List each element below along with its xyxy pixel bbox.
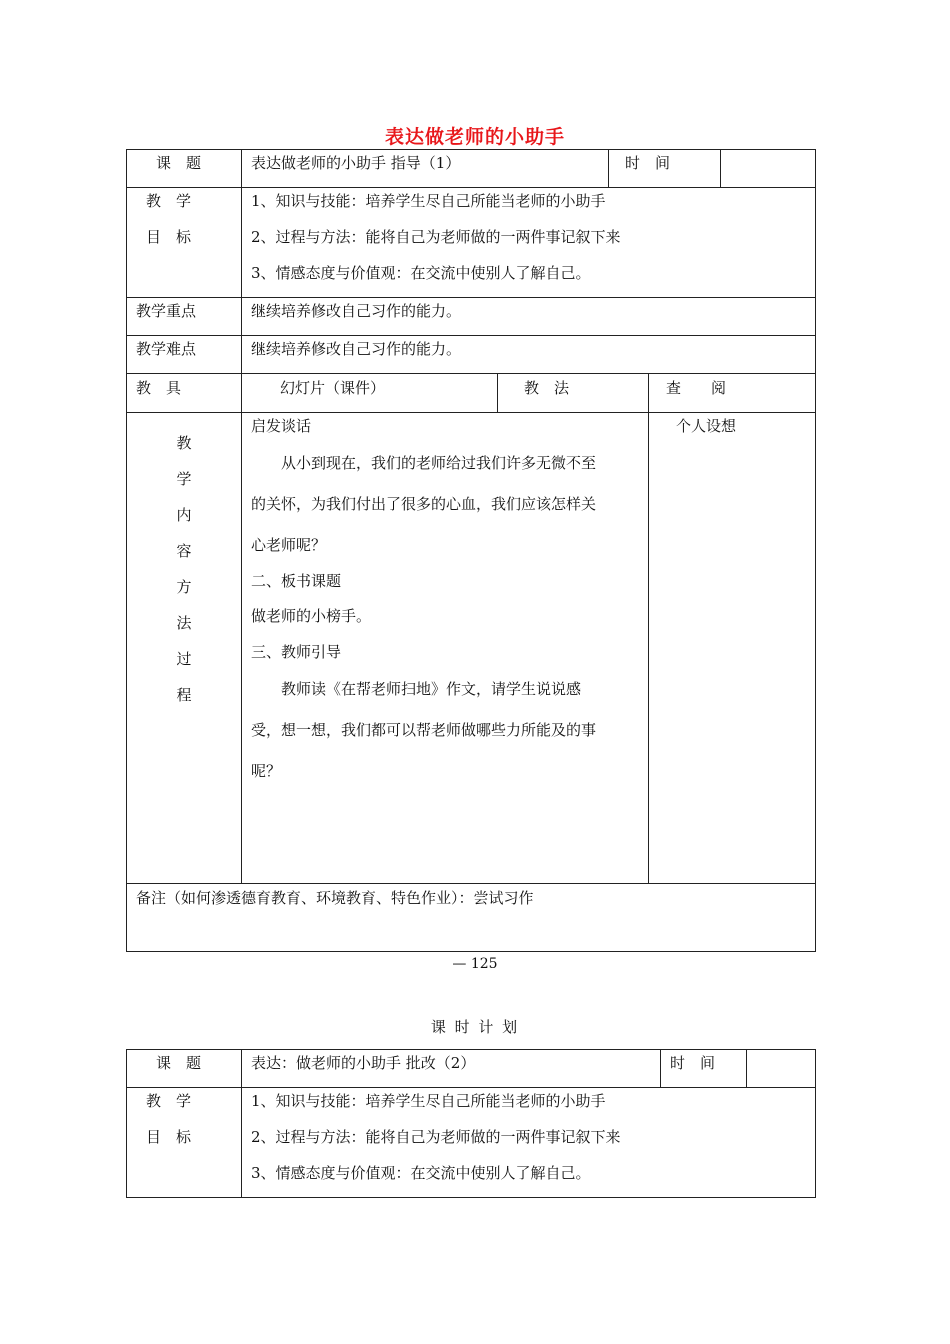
time-label: 时 间 [625,154,671,172]
process-label-char: 容 [176,542,192,560]
key-point-label: 教学重点 [136,302,197,320]
goal-label-line-2: 目 标 [146,228,192,246]
goal-item: 3、情感态度与价值观：在交流中使别人了解自己。 [251,264,591,282]
difficulty-value: 继续培养修改自己习作的能力。 [251,340,462,358]
lesson-plan-heading: 课 时 计 划 [430,1018,520,1036]
process-line: 心老师呢？ [251,536,327,554]
goal-item: 2、过程与方法：能将自己为老师做的一两件事记叙下来 [251,228,621,246]
process-line: 教师读《在帮老师扫地》作文，请学生说说感 [251,680,582,698]
tools-value: 幻灯片（课件） [280,379,386,397]
process-line: 二、板书课题 [251,572,342,590]
goal-item: 2、过程与方法：能将自己为老师做的一两件事记叙下来 [251,1128,621,1146]
document-title: 表达做老师的小助手 [384,126,565,148]
goal-label-line-2: 目 标 [146,1128,192,1146]
process-label-char: 学 [176,470,192,488]
process-label-char: 方 [176,578,192,596]
topic-value: 表达做老师的小助手 指导（1） [251,154,461,172]
process-line: 三、教师引导 [251,643,342,661]
personal-ideas-label: 个人设想 [676,417,737,435]
goal-item: 1、知识与技能：培养学生尽自己所能当老师的小助手 [251,1092,606,1110]
process-label-char: 程 [176,686,192,704]
process-line: 受，想一想，我们都可以帮老师做哪些力所能及的事 [251,721,597,739]
process-label-char: 过 [176,650,192,668]
topic-value: 表达：做老师的小助手 批改（2） [251,1054,476,1072]
process-line: 启发谈话 [251,417,312,435]
difficulty-label: 教学难点 [136,340,197,358]
process-line: 从小到现在，我们的老师给过我们许多无微不至 [251,454,597,472]
process-label-char: 法 [176,614,192,632]
review-label: 查 阅 [666,379,727,397]
process-label [174,425,194,713]
key-point-value: 继续培养修改自己习作的能力。 [251,302,462,320]
goal-item: 3、情感态度与价值观：在交流中使别人了解自己。 [251,1164,591,1182]
tools-label: 教 具 [136,379,182,397]
process-label-char: 教 [176,434,192,452]
goal-item: 1、知识与技能：培养学生尽自己所能当老师的小助手 [251,192,606,210]
process-label-char: 内 [176,506,192,524]
process-line: 呢？ [251,762,282,780]
goal-label-line-1: 教 学 [146,1092,192,1110]
process-line: 的关怀，为我们付出了很多的心血，我们应该怎样关 [251,495,597,513]
topic-label: 课 题 [156,1054,202,1072]
process-line: 做老师的小榜手。 [251,607,372,625]
method-label: 教 法 [524,379,570,397]
time-label: 时 间 [670,1054,716,1072]
notes: 备注（如何渗透德育教育、环境教育、特色作业）：尝试习作 [136,889,534,907]
topic-label: 课 题 [156,154,202,172]
goal-label-line-1: 教 学 [146,192,192,210]
page-number: — 125 [452,956,498,972]
